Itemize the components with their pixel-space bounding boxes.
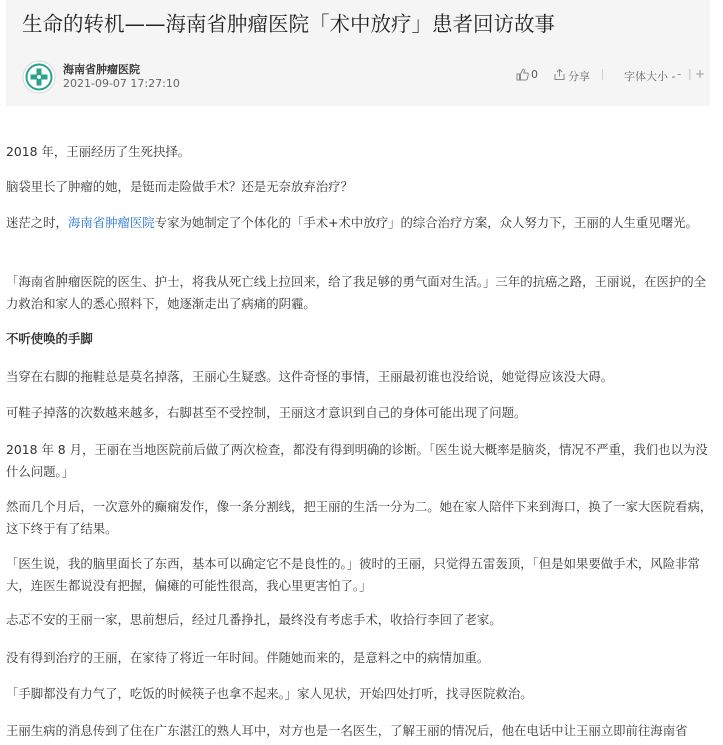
- font-size-separator: |: [688, 67, 692, 80]
- paragraph: 没有得到治疗的王丽，在家待了将近一年时间。伴随她而来的，是意料之中的病情加重。: [6, 650, 490, 665]
- article-title: 生命的转机——海南省肿瘤医院「术中放疗」患者回访故事: [22, 12, 555, 36]
- paragraph: 然而几个月后，一次意外的癫痫发作，像一条分割线，把王丽的生活一分为二。她在家人陪伴下来到海口，换了一家大医院看病，这下终于有了结果。: [6, 499, 713, 536]
- paragraph: 「海南省肿瘤医院的医生、护士，将我从死亡线上拉回来，给了我足够的勇气面对生活。」三年的抗癌之路，王丽说，在医护的全力救治和家人的悉心照料下，她逐渐走出了病痛的阴霾。: [6, 274, 707, 311]
- paragraph: 当穿在右脚的拖鞋总是莫名掉落，王丽心生疑惑。这件奇怪的事情，王丽最初谁也没给说，她觉得应该没大碍。: [6, 369, 614, 384]
- font-size-increase-button[interactable]: +: [695, 67, 706, 81]
- font-size-label: 字体大小 -: [624, 70, 676, 83]
- source-name[interactable]: 海南省肿瘤医院: [63, 63, 140, 76]
- article-header: [6, 0, 710, 106]
- share-button[interactable]: 分享: [568, 70, 590, 83]
- toolbar-divider: [602, 69, 603, 80]
- paragraph-text: 专家为她制定了个体化的「手术+术中放疗」的综合治疗方案，众人努力下，王丽的人生重见曙光。: [154, 215, 698, 230]
- paragraph: 「手脚都没有力气了，吃饭的时候筷子也拿不起来。」家人见状，开始四处打听，找寻医院救治。: [6, 686, 533, 701]
- paragraph: 2018 年 8 月，王丽在当地医院前后做了两次检查，都没有得到明确的诊断。「医生说大概率是脑炎，情况不严重，我们也以为没什么问题。」: [6, 442, 708, 479]
- hospital-link[interactable]: 海南省肿瘤医院: [67, 215, 155, 230]
- font-size-decrease-button[interactable]: -: [677, 67, 682, 81]
- section-heading: 不听使唤的手脚: [6, 331, 93, 346]
- paragraph: 脑袋里长了肿瘤的她，是铤而走险做手术？还是无奈放弃治疗？: [6, 179, 353, 194]
- paragraph-text: 迷茫之时，: [6, 215, 68, 230]
- paragraph: 忐忑不安的王丽一家，思前想后，经过几番挣扎，最终没有考虑手术，收拾行李回了老家。: [6, 612, 502, 627]
- paragraph: [6, 212, 714, 234]
- paragraph: 「医生说，我的脑里面长了东西，基本可以确定它不是良性的。」彼时的王丽，只觉得五雷轰顶，「但是如果要做手术，风险非常大，连医生都说没有把握，偏瘫的可能性很高，我心里更害怕了。」: [6, 556, 700, 593]
- like-count[interactable]: 0: [531, 68, 538, 81]
- thumbs-up-icon[interactable]: [516, 68, 529, 81]
- hospital-logo-icon: [22, 60, 56, 94]
- paragraph: 2018 年，王丽经历了生死抉择。: [6, 144, 191, 159]
- publish-date: 2021-09-07 17:27:10: [63, 77, 180, 90]
- paragraph: 可鞋子掉落的次数越来越多，右脚甚至不受控制，王丽这才意识到自己的身体可能出现了问题。: [6, 405, 527, 420]
- share-icon[interactable]: [553, 68, 566, 81]
- paragraph: 王丽生病的消息传到了住在广东湛江的熟人耳中，对方也是一名医生，了解王丽的情况后，他在电话中让王丽立即前往海南省: [6, 723, 688, 738]
